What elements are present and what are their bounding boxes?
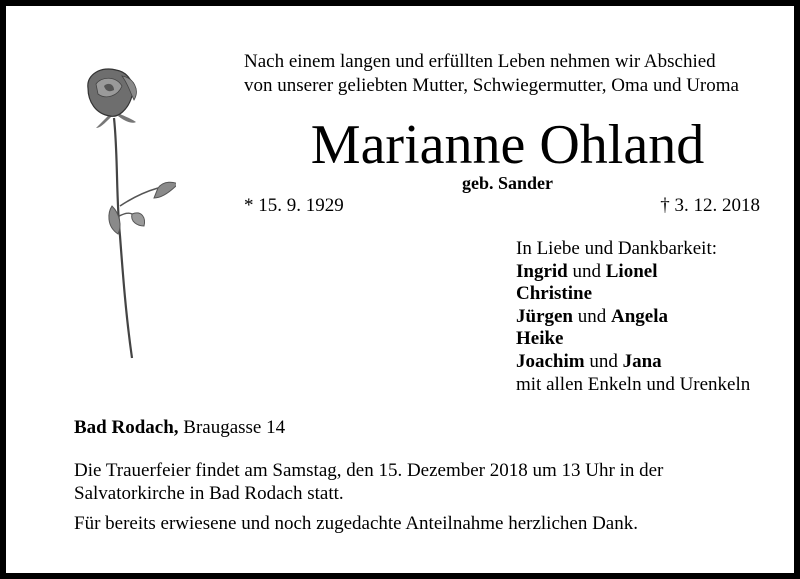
birth-date: * 15. 9. 1929	[244, 195, 344, 216]
intro-text	[244, 50, 739, 98]
ceremony-line-2: Salvatorkirche in Bad Rodach statt.	[74, 483, 344, 504]
thanks-text: Für bereits erwiesene und noch zugedachte Anteilnahme herzlichen Dank.	[74, 513, 638, 534]
deceased-name: Marianne Ohland	[310, 114, 705, 176]
family-line-3: Jürgen und Angela	[516, 305, 668, 327]
death-date: † 3. 12. 2018	[660, 195, 760, 216]
family-line-4: Heike	[516, 328, 564, 350]
family-line-5: Joachim und Jana	[516, 350, 662, 372]
ceremony-line-1: Die Trauerfeier findet am Samstag, den 15. Dezember 2018 um 13 Uhr in der	[74, 460, 664, 481]
address-street: Braugasse 14	[183, 417, 286, 438]
intro-line-2: von unserer geliebten Mutter, Schwiegermutter, Oma und Uroma	[244, 75, 739, 96]
family-list	[516, 238, 750, 396]
family-closing: mit allen Enkeln und Urenkeln	[516, 373, 751, 395]
address-town: Bad Rodach,	[74, 417, 179, 438]
family-heading: In Liebe und Dankbarkeit:	[516, 238, 718, 259]
family-line-1: Ingrid und Lionel	[516, 260, 658, 282]
ceremony-text	[74, 459, 663, 505]
maiden-name: geb. Sander	[461, 173, 553, 193]
family-line-2: Christine	[516, 283, 592, 305]
address	[74, 416, 285, 440]
intro-line-1: Nach einem langen und erfüllten Leben nehmen wir Abschied	[244, 51, 716, 72]
